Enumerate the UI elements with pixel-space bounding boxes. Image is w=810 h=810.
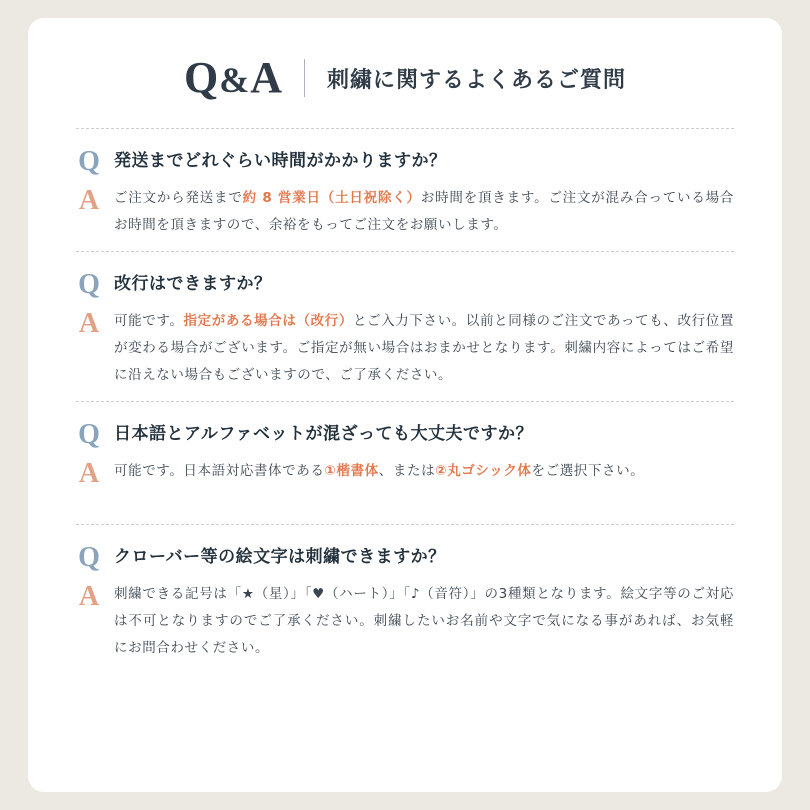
page-header: [28, 18, 782, 110]
faq-card: [28, 18, 782, 792]
faq-item: [76, 524, 734, 674]
answer-mark-icon: A: [78, 581, 100, 612]
answer-highlight: 指定がある場合は（改行）: [183, 313, 353, 329]
answer-text: [114, 185, 734, 239]
question-row: [76, 420, 734, 448]
answer-highlight: ②丸ゴシック体: [435, 463, 532, 479]
answer-text: [114, 581, 734, 662]
answer-mark-icon: A: [78, 308, 100, 339]
answer-row: [76, 308, 734, 389]
logo-ampersand: &: [219, 60, 250, 100]
logo-a: A: [250, 53, 282, 102]
qa-logo: [183, 53, 282, 102]
answer-fragment: 、または: [378, 463, 436, 479]
question-text: 日本語とアルファベットが混ざっても大丈夫ですか？: [114, 424, 533, 444]
answer-row: [76, 458, 734, 489]
faq-list: [28, 128, 782, 674]
answer-highlight: 約 8 営業日（土日祝除く）: [242, 190, 421, 206]
header-divider: [304, 59, 305, 97]
faq-item: [76, 401, 734, 524]
question-mark-icon: Q: [78, 419, 100, 450]
answer-fragment: 可能です。日本語対応書体である: [114, 463, 325, 479]
faq-item: [76, 251, 734, 401]
question-text: クローバー等の絵文字は刺繍できますか？: [114, 547, 446, 567]
answer-mark-icon: A: [78, 458, 100, 489]
question-text: 改行はできますか？: [114, 274, 272, 294]
faq-item: [76, 128, 734, 251]
question-mark-icon: Q: [78, 542, 100, 573]
logo-q: Q: [183, 53, 219, 102]
answer-text: [114, 458, 734, 485]
answer-fragment: 可能です。: [114, 313, 184, 329]
answer-fragment: 刺繍できる記号は「★（星）」「♥（ハート）」「♪（音符）」の3種類となります。絵文字等のご対応は不可となりますのでご了承ください。刺繍したいお名前や文字で気になる事があれば、お気軽にお問合わせください。: [114, 586, 734, 656]
question-mark-icon: Q: [78, 146, 100, 177]
question-text: 発送までどれぐらい時間がかかりますか？: [114, 151, 447, 171]
answer-text: [114, 308, 734, 389]
spacer: [76, 486, 734, 512]
question-row: [76, 543, 734, 571]
answer-fragment: お時間を頂きます。ご注文が混み合っている場合お時間を頂きますので、余裕をもってご注文をお願いします。: [114, 190, 734, 233]
question-row: [76, 270, 734, 298]
answer-row: [76, 185, 734, 239]
question-row: [76, 147, 734, 175]
answer-fragment: をご選択下さい。: [531, 463, 645, 479]
answer-fragment: とご入力下さい。以前と同様のご注文であっても、改行位置が変わる場合がございます。ご指定が無い場合はおまかせとなります。刺繍内容によってはご希望に沿えない場合もございますので、ご了承ください。: [114, 313, 734, 383]
page-title: 刺繍に関するよくあるご質問: [327, 67, 627, 93]
answer-mark-icon: A: [78, 185, 100, 216]
question-mark-icon: Q: [78, 269, 100, 300]
answer-fragment: ご注文から発送まで: [114, 190, 243, 206]
answer-highlight: ①楷書体: [324, 463, 379, 479]
answer-row: [76, 581, 734, 662]
